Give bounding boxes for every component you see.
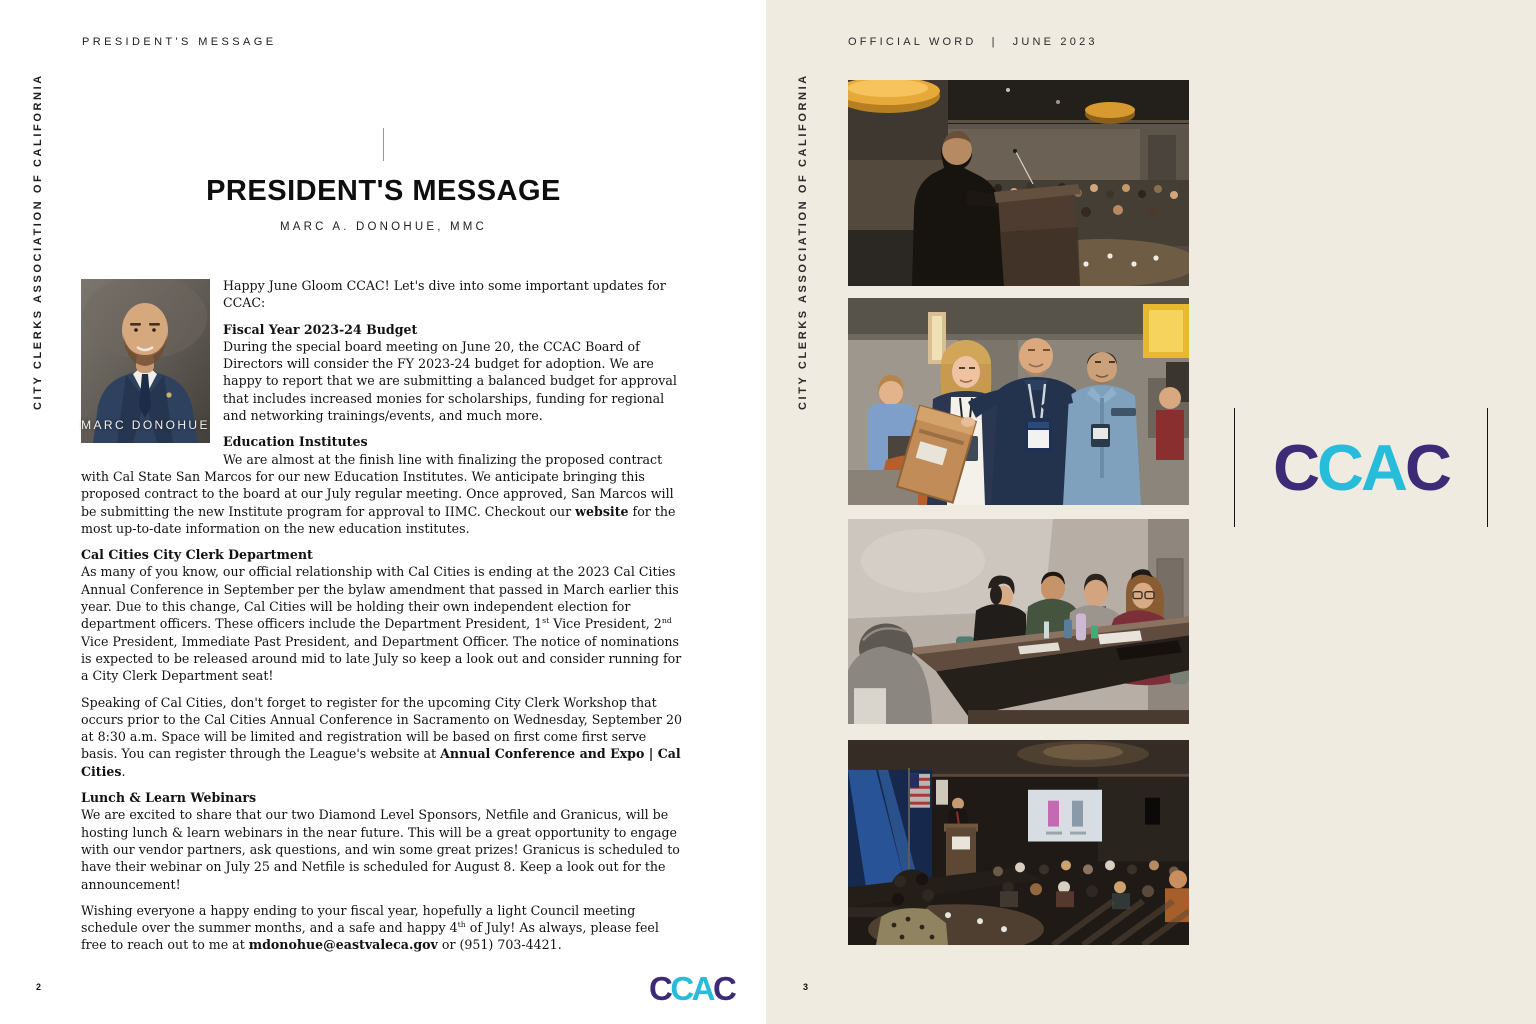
photo-ballroom-session [848,740,1189,945]
inline-link[interactable]: mdonohue@eastvaleca.gov [248,937,438,953]
text-run: Fiscal Year 2023-24 Budget [223,321,418,337]
text-run: or (951) 703-4421. [437,937,562,953]
text-run: Lunch & Learn Webinars [81,790,257,806]
ordinal-suffix: nd [661,616,672,626]
page-eyebrow: PRESIDENT'S MESSAGE [82,36,277,48]
text-run: Vice President, 2 [549,616,662,632]
right-page-header [848,36,1098,48]
paragraph [81,563,686,684]
text-run: Wishing everyone a happy ending to your fiscal year, hopefully a light Council meeting schedule over the summer months, and a safe and happy 4 [81,902,636,936]
logo-letter: CA [1317,431,1405,504]
text-run: Education Institutes [223,434,368,450]
logo-letter: C [1273,431,1318,504]
paragraph [81,694,686,780]
page-number-left: 2 [36,982,42,992]
photo-workshop-table-illustration [848,519,1189,724]
headshot-caption: MARC DONOHUE [81,417,210,432]
article-title: PRESIDENT'S MESSAGE [206,175,561,207]
header-section-label: OFFICIAL WORD [848,36,977,48]
text-run: Cal Cities City Clerk Department [81,547,313,563]
logo-letter: C [1404,431,1449,504]
text-run: . [121,763,126,779]
text-run: for the most up-to-date information on the new education institutes. [81,503,676,536]
ccac-logo-block [1234,408,1488,527]
right-vertical-sidebar-text: CITY CLERKS ASSOCIATION OF CALIFORNIA [797,73,809,410]
logo-letter: C [713,970,735,1007]
headshot-photo [81,279,210,443]
section-heading [81,546,686,563]
section-heading [81,789,686,806]
text-run: As many of you know, our official relationship with Cal Cities is ending at the 2023 Cal Cities Annual Conference in September per the bylaw amendment that passed in March earlier this year. Due to this change, Cal Cities will be holding their own independent election for department officers. These officers include the Department President, 1 [81,564,679,632]
article-byline: MARC A. DONOHUE, MMC [279,221,488,233]
logo-letter: C [649,970,671,1007]
header-issue-label: JUNE 2023 [1012,36,1098,48]
inline-link[interactable]: Annual Conference and Expo | Cal Cities [81,746,681,779]
text-run: We are almost at the finish line with finalizing the proposed contract with Cal State San Marcos for our new Education Institutes. We anticipate bringing this proposed contract to the board at our July regular meeting. Once approved, San Marcos will be submitting the new Institute program for approval to IIMC. Checkout our [81,451,674,519]
ccac-logo-footer [649,972,734,1005]
ccac-logo-large [1273,431,1449,504]
text-run: We are excited to share that our two Diamond Level Sponsors, Netfile and Granicus, will be hosting lunch & learn webinars in the near future. This will be a great opportunity to engage with our vendor partners, ask questions, and win some great prizes! Granicus is scheduled to have their webinar on July 25 and Netfile is scheduled for August 8. Keep a look out for the announcement! [81,807,680,892]
ordinal-suffix: th [457,919,466,929]
text-run: Speaking of Cal Cities, don't forget to register for the upcoming City Clerk Workshop that occurs prior to the Cal Cities Annual Conference in Sacramento on Wednesday, September 20 at 8:30 a.m. Space will be limited and registration will be based on first come first serve basis. You can register through the League's website at [81,694,682,762]
left-vertical-sidebar-text: CITY CLERKS ASSOCIATION OF CALIFORNIA [32,73,44,410]
title-divider [383,128,385,161]
logo-letter: CA [670,970,714,1007]
photo-ballroom-session-illustration [848,740,1189,945]
page-number-right: 3 [803,982,809,992]
ordinal-suffix: st [542,616,550,626]
paragraph [81,451,686,537]
photo-prize-winners-illustration [848,298,1189,505]
photo-speaker-podium [848,80,1189,286]
inline-link[interactable]: website [575,503,629,519]
article-header [81,128,686,233]
text-run: Happy June Gloom CCAC! Let's dive into some important updates for CCAC: [223,278,666,311]
paragraph [81,806,686,892]
header-divider: | [991,36,998,48]
photo-workshop-table [848,519,1189,724]
text-run: of July! As always, please feel free to reach out to me at [81,920,659,953]
photo-prize-winners [848,298,1189,505]
photo-speaker-podium-illustration [848,80,1189,286]
paragraph [81,902,686,954]
article-body [81,277,686,963]
text-run: Vice President, Immediate Past President, and Department Officer. The notice of nominations is expected to be released around mid to late July so keep a look out and consider running for a City Clerk Department seat! [81,633,682,684]
text-run: During the special board meeting on June 20, the CCAC Board of Directors will consider the FY 2023-24 budget for adoption. We are happy to report that we are submitting a balanced budget for approval that includes increased monies for scholarships, funding for regional and networking trainings/events, and much more. [223,338,677,424]
